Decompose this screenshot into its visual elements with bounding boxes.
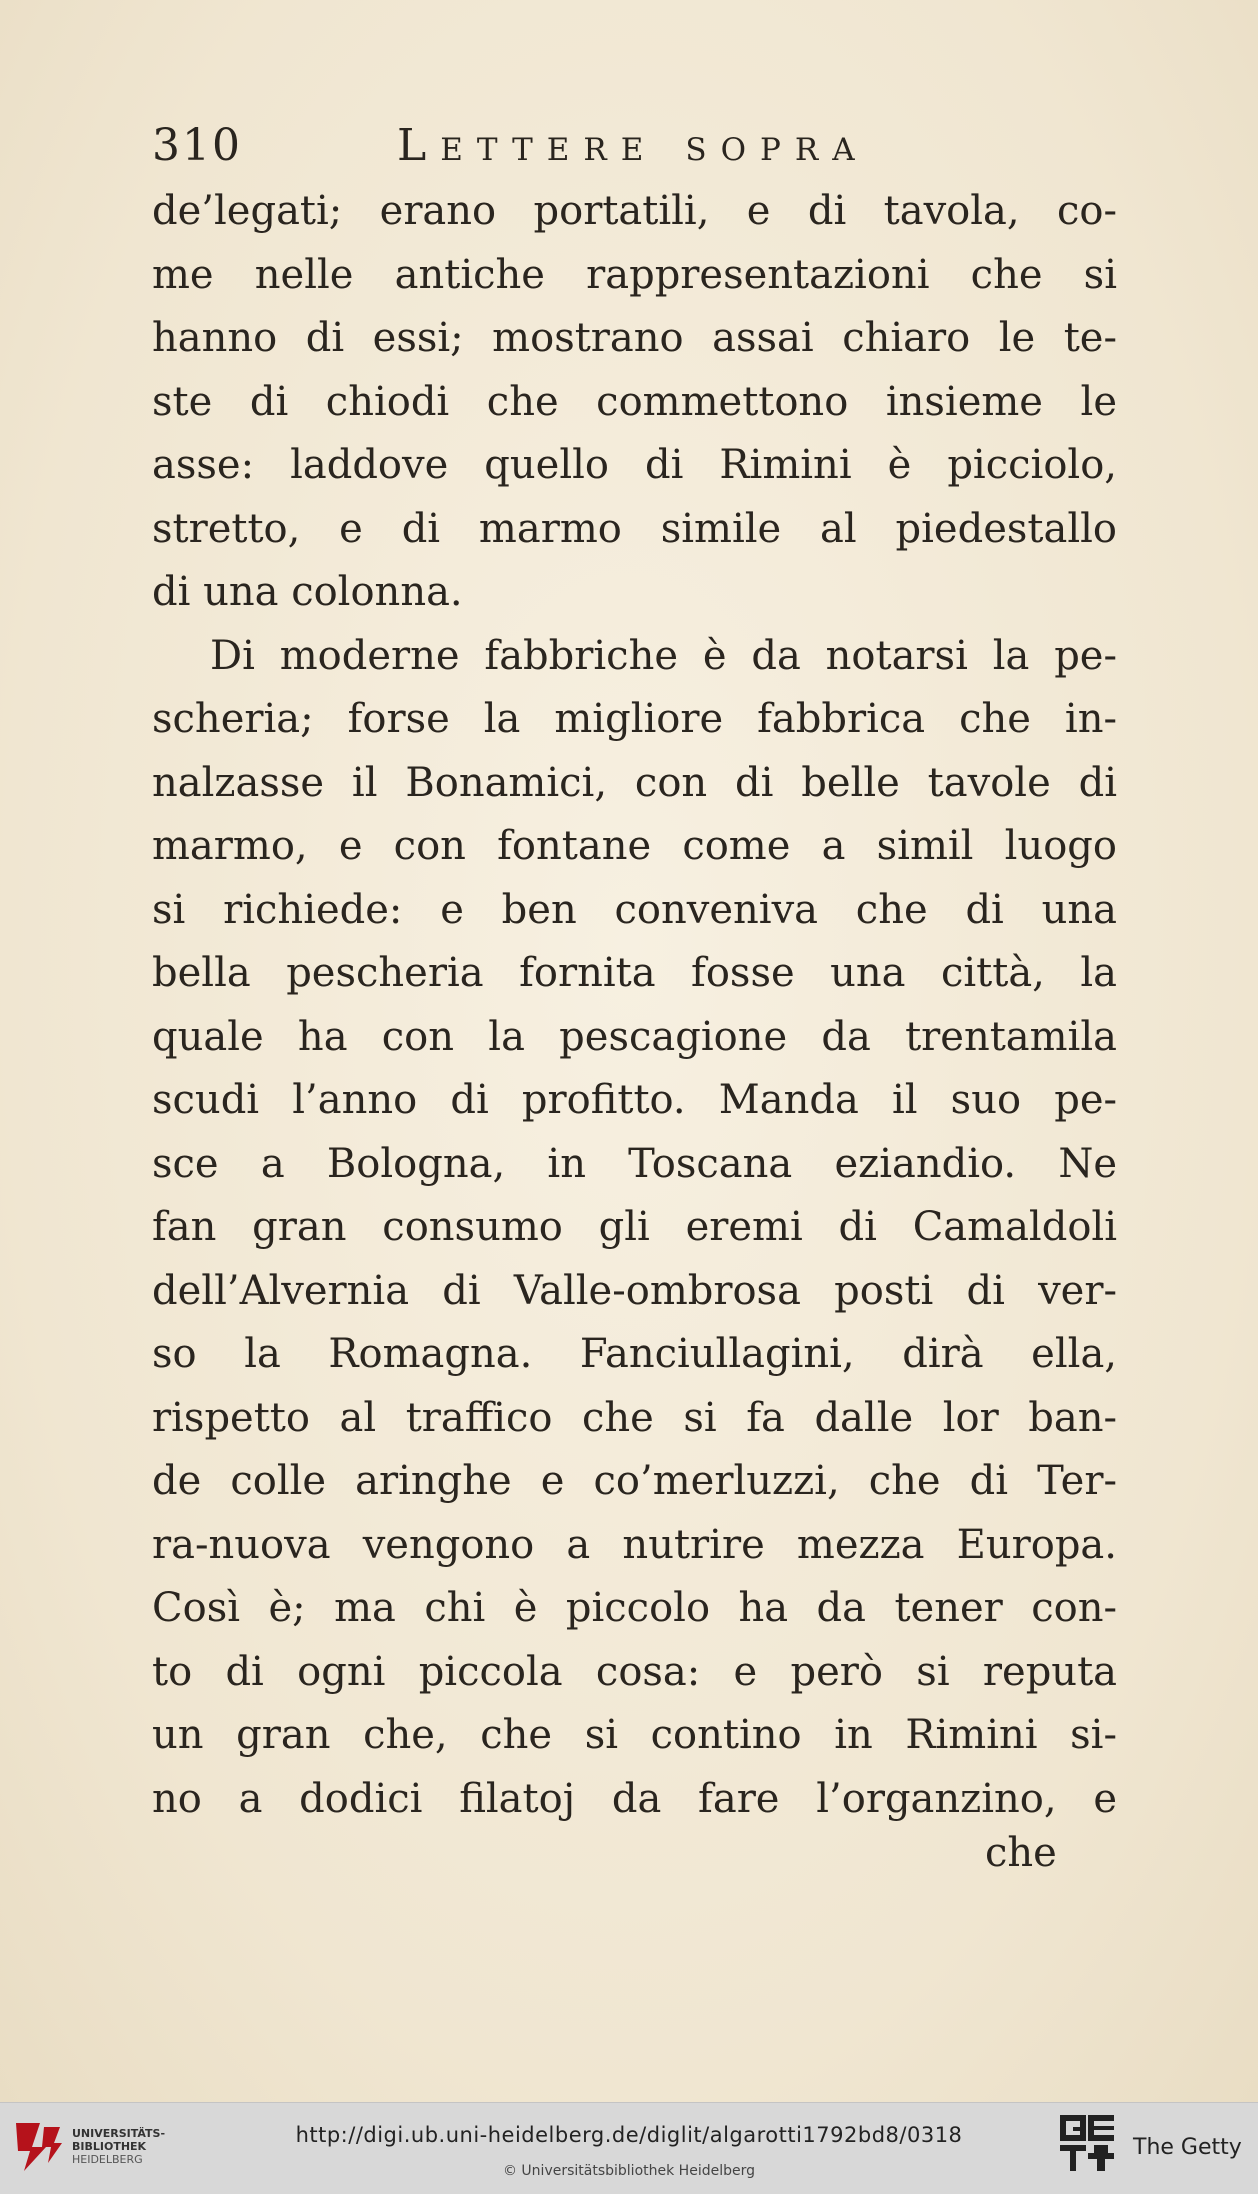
text-line: Di moderne fabbriche è da notarsi la pe- [210, 632, 1117, 679]
library-name-line: BIBLIOTHEK [72, 2140, 147, 2153]
text-line: ste di chiodi che commettono insieme le [152, 378, 1117, 425]
partner-name: The Getty [1133, 2135, 1242, 2160]
text-line: Così è; ma chi è piccolo ha da tener con- [152, 1585, 1117, 1631]
text-line: scheria; forse la migliore fabbrica che in- [152, 696, 1117, 742]
text-line: fan gran consumo gli eremi di Camaldoli [152, 1204, 1117, 1250]
text-line: asse: laddove quello di Rimini è picciolo, [152, 442, 1117, 488]
page-header [152, 120, 892, 180]
text-line: sce a Bologna, in Toscana eziandio. Ne [152, 1140, 1117, 1187]
text-line: si richiede: e ben conveniva che di una [152, 886, 1117, 933]
text-line: rispetto al traffico che si fa dalle lor ban- [152, 1394, 1117, 1441]
library-name-line: HEIDELBERG [72, 2153, 143, 2166]
viewer-footer [0, 2102, 1258, 2194]
text-line: bella pescheria fornita fosse una città, la [152, 950, 1117, 996]
page-number: 310 [152, 120, 242, 171]
running-title: Lettere sopra [397, 120, 869, 171]
text-line: no a dodici filatoj da fare l’organzino, e [152, 1775, 1117, 1822]
getty-logo-icon[interactable] [1058, 2113, 1116, 2181]
text-line: to di ogni piccola cosa: e però si reputa [152, 1648, 1117, 1695]
text-line: stretto, e di marmo simile al piedestallo [152, 505, 1117, 552]
permalink-url[interactable]: http://digi.ub.uni-heidelberg.de/diglit/algarotti1792bd8/0318 [295, 2123, 963, 2147]
text-line: so la Romagna. Fanciullagini, dirà ella, [152, 1331, 1117, 1377]
text-line: di una colonna. [152, 569, 463, 615]
text-line: scudi l’anno di profitto. Manda il suo pe- [152, 1077, 1117, 1123]
catchword: che [985, 1830, 1057, 1876]
copyright-notice: © Universitätsbibliothek Heidelberg [502, 2163, 755, 2179]
text-line: dell’Alvernia di Valle-ombrosa posti di ver- [152, 1267, 1117, 1314]
text-line: nalzasse il Bonamici, con di belle tavole di [152, 759, 1117, 806]
text-line: marmo, e con fontane come a simil luogo [152, 823, 1117, 869]
text-line: de colle aringhe e co’merluzzi, che di Ter- [152, 1458, 1117, 1504]
text-line: hanno di essi; mostrano assai chiaro le te- [152, 315, 1117, 361]
text-line: ra-nuova vengono a nutrire mezza Europa. [152, 1521, 1117, 1568]
text-line: quale ha con la pescagione da trentamila [152, 1013, 1117, 1060]
library-name-line: UNIVERSITÄTS- [72, 2127, 166, 2140]
text-line: de’legati; erano portatili, e di tavola, co- [152, 188, 1117, 234]
text-line: un gran che, che si contino in Rimini si- [152, 1712, 1117, 1758]
body-text [152, 180, 1117, 1831]
text-line: me nelle antiche rappresentazioni che si [152, 251, 1117, 298]
